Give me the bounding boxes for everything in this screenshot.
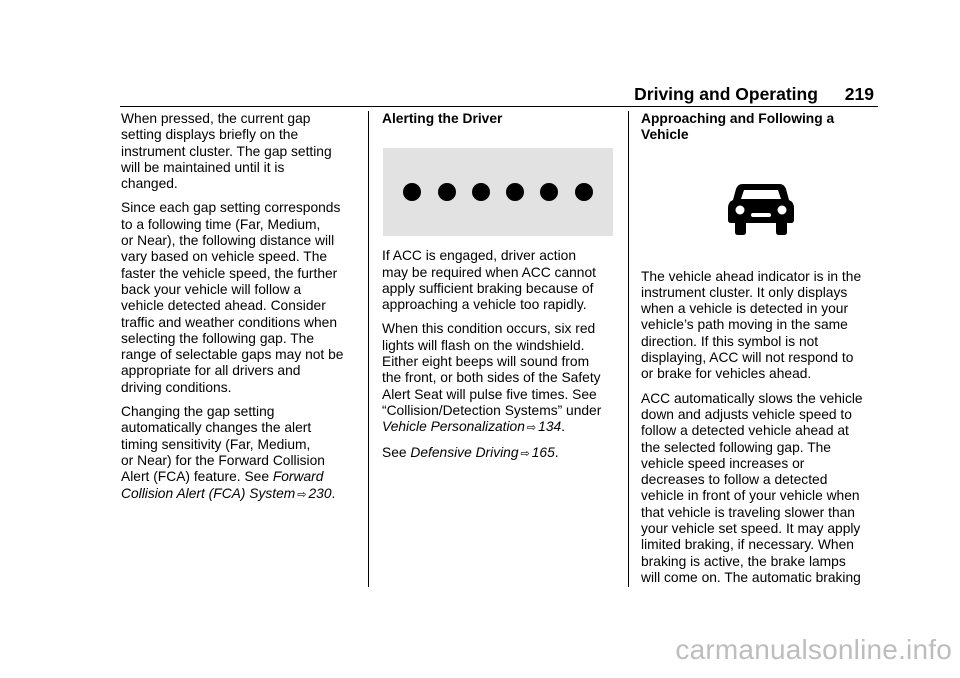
column-divider-2 (628, 111, 629, 587)
period: . (331, 485, 336, 501)
light-dot (506, 183, 524, 201)
page-number: 219 (844, 84, 874, 104)
vehicle-personalization-link[interactable]: Vehicle Personalization (382, 419, 525, 435)
heading-approaching-following (641, 111, 881, 144)
text-line: down and adjusts vehicle speed to (641, 406, 852, 422)
fca-page-ref[interactable]: 230 (308, 485, 332, 501)
light-dot (438, 183, 456, 201)
text-line: Since each gap setting corresponds (121, 200, 341, 216)
defensive-driving-page-ref[interactable]: 165 (531, 444, 555, 460)
text-line: timing sensitivity (Far, Medium, (121, 436, 311, 452)
text-line: vehicle in front of your vehicle when (641, 488, 860, 504)
paragraph-alert-timing (121, 404, 359, 503)
text-line: the front, or both sides of the Safety (382, 370, 601, 386)
text-line: that vehicle is traveling slower than (641, 504, 855, 520)
text-line: changed. (121, 176, 178, 192)
text-line: instrument cluster. It only displays (641, 284, 848, 300)
column-2 (382, 111, 618, 470)
column-3 (641, 111, 881, 594)
text-line: back your vehicle will follow a (121, 281, 302, 297)
text-line: to a following time (Far, Medium, (121, 216, 321, 232)
text-line: displaying, ACC will not respond to (641, 350, 854, 366)
text-span: Alert (FCA) feature. See (121, 469, 273, 485)
text-line: When pressed, the current gap (121, 111, 311, 126)
vehicle-ahead-icon-container (641, 156, 881, 261)
watermark: carmanualsonline.info (675, 634, 952, 665)
light-dot (403, 183, 421, 201)
text-line: vehicle detected ahead. Consider (121, 298, 326, 314)
text-line: vehicle’s path moving in the same (641, 317, 848, 333)
fca-link[interactable]: Forward (272, 469, 324, 485)
text-line: selecting the following gap. The (121, 330, 315, 346)
heading-alerting-driver (382, 111, 618, 127)
heading-text: Vehicle (641, 127, 689, 143)
vehicle-ahead-icon (728, 180, 794, 236)
text-line: follow a detected vehicle ahead at (641, 423, 849, 439)
text-line: apply sufficient braking because of (382, 280, 594, 296)
heading-text: Alerting the Driver (382, 111, 503, 126)
paragraph-driver-action (382, 248, 618, 313)
light-dot (472, 183, 490, 201)
paragraph-acc-slows (641, 391, 881, 587)
text-line: appropriate for all drivers and (121, 363, 301, 379)
text-line: direction. If this symbol is not (641, 333, 819, 349)
period: . (554, 444, 559, 460)
text-line: or Near) for the Forward Collision (121, 452, 325, 468)
defensive-driving-link[interactable]: Defensive Driving (410, 444, 519, 460)
text-line: lights will flash on the windshield. (382, 337, 585, 353)
column-divider-1 (368, 111, 369, 587)
text-span: See (382, 444, 411, 460)
paragraph-gap-display (121, 111, 359, 192)
text-line: your vehicle set speed. It may apply (641, 521, 861, 537)
six-red-lights-icon (383, 148, 613, 236)
text-line (382, 445, 618, 462)
text-line: vehicle speed increases or (641, 455, 805, 471)
page-header (634, 84, 874, 105)
vehicle-personalization-page-ref[interactable]: 134 (538, 419, 562, 435)
header-rule (120, 106, 878, 107)
text-line: will be maintained until it is (121, 159, 285, 175)
paragraph-condition-occurs (382, 321, 618, 436)
text-line: setting displays briefly on the (121, 127, 299, 143)
light-dot (575, 183, 593, 201)
text-line: When this condition occurs, six red (382, 321, 596, 337)
text-line (121, 469, 359, 485)
text-line: braking is active, the brake lamps (641, 553, 846, 569)
text-line: driving conditions. (121, 379, 232, 395)
text-line (382, 419, 618, 436)
text-line: or brake for vehicles ahead. (641, 366, 812, 382)
text-line: instrument cluster. The gap setting (121, 143, 332, 159)
paragraph-gap-setting (121, 200, 359, 396)
page-arrow-icon: ⇨ (526, 422, 537, 435)
text-line (121, 486, 359, 503)
text-line: faster the vehicle speed, the further (121, 265, 338, 281)
page-arrow-icon: ⇨ (520, 447, 530, 460)
light-dot (540, 183, 558, 201)
text-line: limited braking, if necessary. When (641, 537, 854, 553)
text-line: may be required when ACC cannot (382, 264, 596, 280)
text-line: Changing the gap setting (121, 404, 275, 420)
text-line: The vehicle ahead indicator is in the (641, 268, 862, 284)
text-line: vary based on vehicle speed. The (121, 249, 328, 265)
text-line: will come on. The automatic braking (641, 569, 861, 585)
text-line: traffic and weather conditions when (121, 314, 338, 330)
text-line: the selected following gap. The (641, 439, 831, 455)
text-line: automatically changes the alert (121, 420, 312, 436)
text-line: range of selectable gaps may not be (121, 347, 344, 363)
page-arrow-icon: ⇨ (297, 488, 307, 501)
text-line: If ACC is engaged, driver action (382, 248, 577, 264)
text-line: Either eight beeps will sound from (382, 354, 590, 370)
heading-text: Approaching and Following a (641, 111, 835, 126)
text-line: Alert Seat will pulse five times. See (382, 386, 597, 402)
section-title: Driving and Operating (634, 84, 818, 104)
period: . (561, 419, 566, 435)
fca-link-continued[interactable]: Collision Alert (FCA) System (121, 485, 296, 501)
column-1 (121, 111, 359, 511)
text-line: “Collision/Detection Systems” under (382, 402, 602, 418)
text-line: or Near), the following distance will (121, 233, 335, 249)
paragraph-vehicle-ahead-indicator (641, 269, 881, 383)
text-line: approaching a vehicle too rapidly. (382, 297, 587, 313)
paragraph-see-defensive-driving (382, 445, 618, 462)
text-line: when a vehicle is detected in your (641, 301, 849, 317)
text-line: ACC automatically slows the vehicle (641, 390, 863, 406)
text-line: decreases to follow a detected (641, 472, 828, 488)
